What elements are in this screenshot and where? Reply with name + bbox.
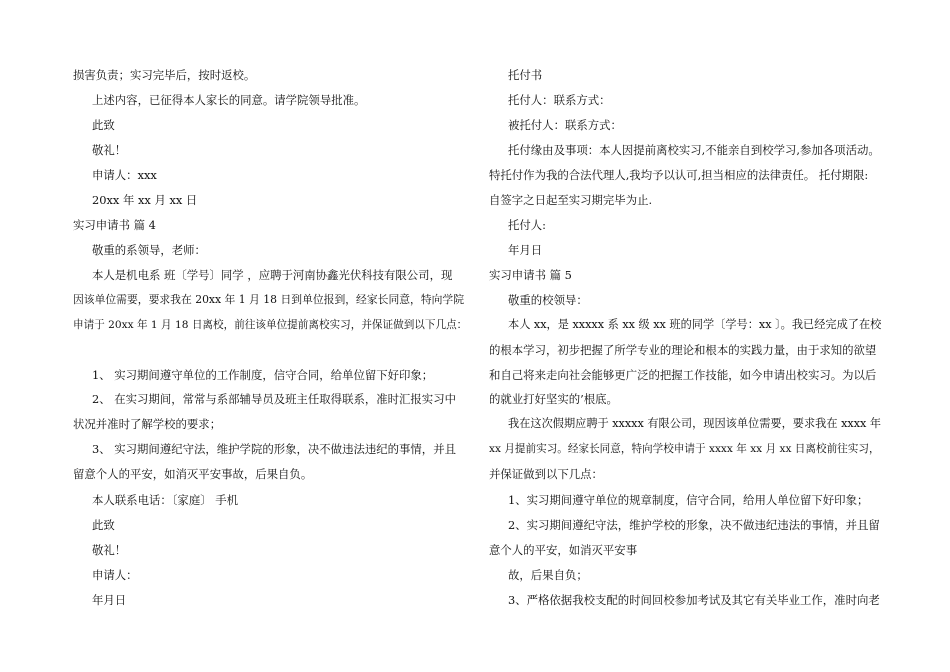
text-line: 年月日	[508, 243, 543, 257]
text-line: 上述内容，已征得本人家长的同意。请学院领导批准。	[92, 93, 366, 107]
text-line: 损害负责；实习完毕后，按时返校。	[73, 68, 256, 82]
text-line: 申请人：	[92, 568, 138, 582]
text-line: 1、 实习期间遵守单位的工作制度，信守合同，给单位留下好印象；	[92, 368, 434, 382]
text-line: 托付书	[508, 68, 543, 82]
text-line: 故，后果自负；	[508, 568, 588, 582]
text-line: 因该单位需要，要求我在 20xx 年 1 月 18 日到单位报到，经家长同意，特向学院	[73, 293, 465, 306]
text-line: 特托付作为我的合法代理人,我均予以认可,担当相应的法律责任。 托付期限:	[489, 168, 869, 182]
text-line: 和自己将来走向社会能够更广泛的把握工作技能，如今申请出校实习。为以后	[489, 368, 877, 382]
text-line: 敬重的系领导，老师：	[92, 243, 206, 257]
text-line: 本人是机电系 班〔学号〕同学 ，应聘于河南协鑫光伏科技有限公司，现	[92, 268, 453, 282]
text-line: 并保证做到以下几点：	[489, 467, 603, 481]
text-line: 1、实习期间遵守单位的规章制度，信守合同，给用人单位留下好印象；	[508, 493, 869, 507]
text-line: 敬重的校领导：	[508, 293, 588, 307]
text-line: 留意个人的平安，如消灭平安事故，后果自负。	[73, 467, 313, 481]
text-line: 托付人:	[508, 218, 547, 232]
text-line: 20xx 年 xx 月 xx 日	[92, 193, 198, 207]
section-heading: 实习申请书 篇 5	[489, 268, 572, 282]
text-line: 的根本学习，初步把握了所学专业的理论和根本的实践力量，由于求知的欲望	[489, 343, 877, 357]
text-line: 此致	[92, 118, 115, 132]
text-line: 敬礼！	[92, 143, 127, 157]
text-line: 意个人的平安，如消灭平安事	[489, 543, 638, 557]
text-line: 申请人：xxx	[92, 168, 157, 182]
text-line: 2、实习期间遵纪守法，维护学校的形象，决不做违纪违法的事情，并且留	[508, 518, 880, 532]
text-line: 年月日	[92, 593, 127, 607]
text-line: 托付缘由及事项：本人因提前离校实习,不能亲自到校学习,参加各项活动。	[508, 143, 880, 157]
text-line: 3、严格依据我校支配的时间回校参加考试及其它有关毕业工作，准时向老	[508, 593, 880, 607]
text-line: 3、 实习期间遵纪守法，维护学院的形象，决不做违法违纪的事情，并且	[92, 442, 456, 456]
text-line: 被托付人：联系方式：	[508, 118, 622, 132]
text-line: 申请于 20xx 年 1 月 18 日离校，前往该单位提前离校实习，并保证做到以下几点：	[73, 319, 468, 331]
text-line: 此致	[92, 518, 115, 532]
text-line: 托付人：联系方式：	[508, 93, 611, 107]
text-line: 本人联系电话：〔家庭〕 手机	[92, 493, 238, 507]
text-line: 的就业打好坚实的’根底。	[489, 392, 618, 406]
section-heading: 实习申请书 篇 4	[73, 218, 156, 232]
text-line: xx 月提前实习。经家长同意，特向学校申请于 xxxx 年 xx 月 xx 日离校前往实习，	[489, 443, 880, 455]
text-line: 状况并准时了解学校的要求；	[73, 417, 222, 431]
text-line: 我在这次假期应聘于 xxxxx 有限公司，现因该单位需要，要求我在 xxxx 年	[508, 417, 882, 430]
text-line: 自签字之日起至实习期完毕为止.	[489, 193, 653, 207]
text-line: 本人 xx，是 xxxxx 系 xx 级 xx 班的同学〔学号：xx 〕。我已经完成了在校	[508, 318, 882, 331]
text-line: 敬礼！	[92, 543, 127, 557]
text-line: 2、 在实习期间，常常与系部辅导员及班主任取得联系，准时汇报实习中	[92, 392, 456, 406]
